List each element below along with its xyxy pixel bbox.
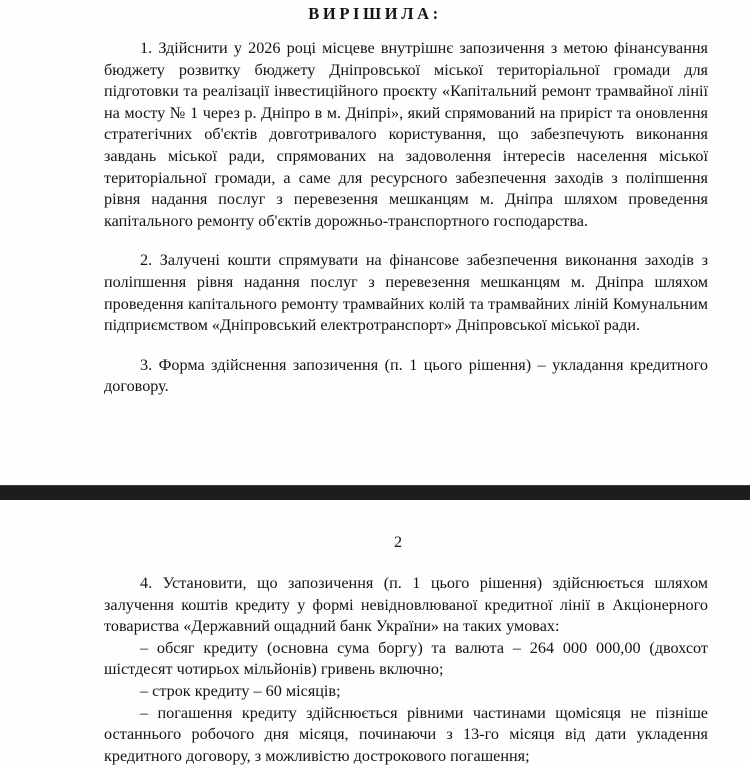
page-one-body (104, 38, 708, 398)
document-heading: ВИРІШИЛА: (308, 4, 442, 23)
paragraph-spacer (104, 337, 708, 355)
page-break-separator (0, 485, 750, 500)
paragraph-4: 4. Установити, що запозичення (п. 1 цього рішення) здійснюється шляхом залучення коштів кредиту у формі невідновлюваної кредитної лінії в Акціонерного товариства «Державний ощадний банк України» на таких умовах: (104, 574, 708, 636)
paragraph-spacer (104, 232, 708, 250)
condition-item-credit-term: – строк кредиту – 60 місяців; (140, 681, 341, 700)
condition-item-credit-amount: – обсяг кредиту (основна сума боргу) та валюта – 264 000 000,00 (двохсот шістдесят чотирьох мільйонів) гривень включно; (104, 638, 708, 679)
paragraph-3: 3. Форма здійснення запозичення (п. 1 цього рішення) – укладання кредитного договору. (104, 355, 708, 396)
page-number: 2 (393, 533, 403, 551)
page-two-body (104, 573, 708, 767)
paragraph-2: 2. Залучені кошти спрямувати на фінансове забезпечення виконання заходів з поліпшення рівня надання послуг з перевезення мешканцям м. Дніпра шляхом проведення капітального ремонту трамвайних колій та трамвайних ліній Комунальним підприємством «Дніпровський електротранспорт» Дніпровської міської ради. (104, 251, 708, 335)
condition-item-repayment-schedule: – погашення кредиту здійснюється рівними частинами щомісяця не пізніше останнього робочого дня місяця, починаючи з 13-го місяця від дати укладення кредитного договору, з можливістю дострокового погашення; (104, 703, 708, 765)
paragraph-1: 1. Здійснити у 2026 році місцеве внутрішнє запозичення з метою фінансування бюджету розвитку бюджету Дніпровської міської територіальної громади для підготовки та реалізації інвестиційного проєкту «Капітальний ремонт трамвайної лінії на мосту № 1 через р. Дніпро в м. Дніпрі», який спрямований на приріст та оновлення стратегічних об'єктів довготривалого користування, що забезпечують виконання завдань міської ради, спрямованих на задоволення інтересів населення міської територіальної громади, а саме для ресурсного забезпечення заходів з поліпшення рівня надання послуг з перевезення мешканцям м. Дніпра шляхом проведення капітального ремонту об'єктів дорожньо-транспортного господарства. (104, 39, 708, 230)
